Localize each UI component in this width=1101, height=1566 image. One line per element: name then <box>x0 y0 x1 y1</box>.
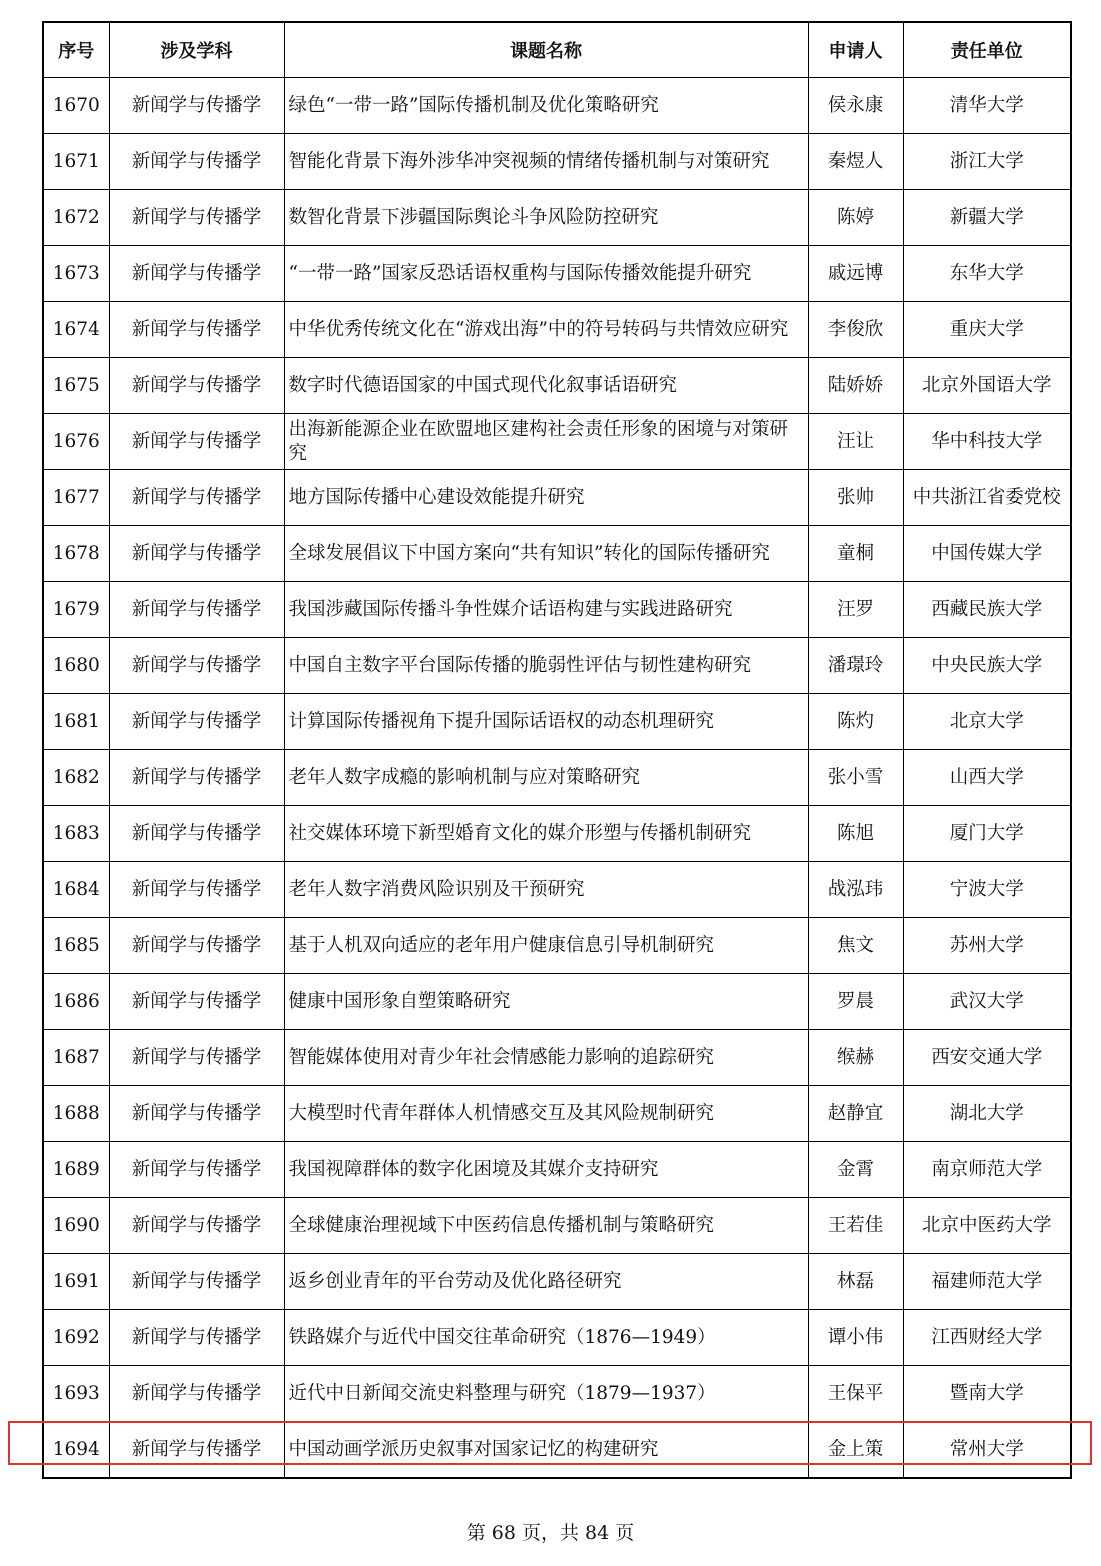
table-row <box>43 78 1071 134</box>
institution-cell: 西藏民族大学 <box>903 582 1071 638</box>
discipline-cell: 新闻学与传播学 <box>109 1422 284 1479</box>
table-row <box>43 918 1071 974</box>
institution-cell: 新疆大学 <box>903 190 1071 246</box>
header-applicant: 申请人 <box>808 22 903 78</box>
serial-number-cell: 1692 <box>43 1310 109 1366</box>
project-title-cell: 全球健康治理视域下中医药信息传播机制与策略研究 <box>284 1198 808 1254</box>
table-row <box>43 638 1071 694</box>
discipline-cell: 新闻学与传播学 <box>109 414 284 470</box>
project-title-cell: 老年人数字消费风险识别及干预研究 <box>284 862 808 918</box>
discipline-cell: 新闻学与传播学 <box>109 1366 284 1422</box>
table-row <box>43 134 1071 190</box>
project-title-cell: 老年人数字成瘾的影响机制与应对策略研究 <box>284 750 808 806</box>
serial-number-cell: 1686 <box>43 974 109 1030</box>
discipline-cell: 新闻学与传播学 <box>109 862 284 918</box>
institution-cell: 中共浙江省委党校 <box>903 470 1071 526</box>
applicant-cell: 戚远博 <box>808 246 903 302</box>
applicant-cell: 罗晨 <box>808 974 903 1030</box>
table-row <box>43 582 1071 638</box>
discipline-cell: 新闻学与传播学 <box>109 358 284 414</box>
serial-number-cell: 1673 <box>43 246 109 302</box>
project-title-cell: 绿色“一带一路”国际传播机制及优化策略研究 <box>284 78 808 134</box>
table-row <box>43 750 1071 806</box>
institution-cell: 厦门大学 <box>903 806 1071 862</box>
applicant-cell: 焦文 <box>808 918 903 974</box>
discipline-cell: 新闻学与传播学 <box>109 1254 284 1310</box>
project-title-cell: 全球发展倡议下中国方案向“共有知识”转化的国际传播研究 <box>284 526 808 582</box>
applicant-cell: 金霄 <box>808 1142 903 1198</box>
discipline-cell: 新闻学与传播学 <box>109 1030 284 1086</box>
discipline-cell: 新闻学与传播学 <box>109 1198 284 1254</box>
project-title-cell: 铁路媒介与近代中国交往革命研究（1876—1949） <box>284 1310 808 1366</box>
serial-number-cell: 1688 <box>43 1086 109 1142</box>
table-row <box>43 1422 1071 1479</box>
discipline-cell: 新闻学与传播学 <box>109 246 284 302</box>
project-title-cell: 中国动画学派历史叙事对国家记忆的构建研究 <box>284 1422 808 1479</box>
project-table-container <box>42 21 1070 1479</box>
institution-cell: 江西财经大学 <box>903 1310 1071 1366</box>
page-footer: 第 68 页，共 84 页 <box>466 1522 635 1544</box>
discipline-cell: 新闻学与传播学 <box>109 918 284 974</box>
table-row <box>43 862 1071 918</box>
serial-number-cell: 1694 <box>43 1422 109 1479</box>
table-row <box>43 1254 1071 1310</box>
institution-cell: 暨南大学 <box>903 1366 1071 1422</box>
institution-cell: 西安交通大学 <box>903 1030 1071 1086</box>
discipline-cell: 新闻学与传播学 <box>109 470 284 526</box>
applicant-cell: 张帅 <box>808 470 903 526</box>
institution-cell: 北京大学 <box>903 694 1071 750</box>
table-row <box>43 974 1071 1030</box>
project-title-cell: 智能化背景下海外涉华冲突视频的情绪传播机制与对策研究 <box>284 134 808 190</box>
table-row <box>43 1086 1071 1142</box>
institution-cell: 东华大学 <box>903 246 1071 302</box>
table-row <box>43 1198 1071 1254</box>
discipline-cell: 新闻学与传播学 <box>109 1310 284 1366</box>
discipline-cell: 新闻学与传播学 <box>109 134 284 190</box>
header-serial-number: 序号 <box>43 22 109 78</box>
serial-number-cell: 1691 <box>43 1254 109 1310</box>
serial-number-cell: 1689 <box>43 1142 109 1198</box>
serial-number-cell: 1684 <box>43 862 109 918</box>
table-row <box>43 694 1071 750</box>
institution-cell: 北京外国语大学 <box>903 358 1071 414</box>
discipline-cell: 新闻学与传播学 <box>109 694 284 750</box>
applicant-cell: 王若佳 <box>808 1198 903 1254</box>
applicant-cell: 秦煜人 <box>808 134 903 190</box>
applicant-cell: 陆娇娇 <box>808 358 903 414</box>
institution-cell: 重庆大学 <box>903 302 1071 358</box>
institution-cell: 中国传媒大学 <box>903 526 1071 582</box>
institution-cell: 常州大学 <box>903 1422 1071 1479</box>
discipline-cell: 新闻学与传播学 <box>109 526 284 582</box>
project-title-cell: 智能媒体使用对青少年社会情感能力影响的追踪研究 <box>284 1030 808 1086</box>
applicant-cell: 赵静宜 <box>808 1086 903 1142</box>
discipline-cell: 新闻学与传播学 <box>109 806 284 862</box>
table-row <box>43 246 1071 302</box>
table-row <box>43 806 1071 862</box>
applicant-cell: 潘璟玲 <box>808 638 903 694</box>
project-title-cell: 近代中日新闻交流史料整理与研究（1879—1937） <box>284 1366 808 1422</box>
serial-number-cell: 1676 <box>43 414 109 470</box>
institution-cell: 湖北大学 <box>903 1086 1071 1142</box>
project-title-cell: 中国自主数字平台国际传播的脆弱性评估与韧性建构研究 <box>284 638 808 694</box>
applicant-cell: 陈旭 <box>808 806 903 862</box>
serial-number-cell: 1678 <box>43 526 109 582</box>
institution-cell: 清华大学 <box>903 78 1071 134</box>
institution-cell: 浙江大学 <box>903 134 1071 190</box>
applicant-cell: 陈婷 <box>808 190 903 246</box>
applicant-cell: 谭小伟 <box>808 1310 903 1366</box>
applicant-cell: 缑赫 <box>808 1030 903 1086</box>
institution-cell: 山西大学 <box>903 750 1071 806</box>
discipline-cell: 新闻学与传播学 <box>109 750 284 806</box>
project-title-cell: 我国视障群体的数字化困境及其媒介支持研究 <box>284 1142 808 1198</box>
applicant-cell: 侯永康 <box>808 78 903 134</box>
table-body <box>43 78 1071 1479</box>
project-title-cell: 我国涉藏国际传播斗争性媒介话语构建与实践进路研究 <box>284 582 808 638</box>
serial-number-cell: 1687 <box>43 1030 109 1086</box>
table-header-row <box>43 22 1071 78</box>
applicant-cell: 李俊欣 <box>808 302 903 358</box>
discipline-cell: 新闻学与传播学 <box>109 638 284 694</box>
institution-cell: 北京中医药大学 <box>903 1198 1071 1254</box>
table-row <box>43 190 1071 246</box>
project-table <box>42 21 1072 1479</box>
institution-cell: 宁波大学 <box>903 862 1071 918</box>
project-title-cell: 出海新能源企业在欧盟地区建构社会责任形象的困境与对策研究 <box>284 414 808 470</box>
header-institution: 责任单位 <box>903 22 1071 78</box>
header-project-title: 课题名称 <box>284 22 808 78</box>
table-row <box>43 1310 1071 1366</box>
table-row <box>43 470 1071 526</box>
applicant-cell: 战泓玮 <box>808 862 903 918</box>
applicant-cell: 汪让 <box>808 414 903 470</box>
serial-number-cell: 1672 <box>43 190 109 246</box>
applicant-cell: 陈灼 <box>808 694 903 750</box>
serial-number-cell: 1682 <box>43 750 109 806</box>
institution-cell: 南京师范大学 <box>903 1142 1071 1198</box>
serial-number-cell: 1685 <box>43 918 109 974</box>
serial-number-cell: 1670 <box>43 78 109 134</box>
applicant-cell: 林磊 <box>808 1254 903 1310</box>
table-row <box>43 526 1071 582</box>
serial-number-cell: 1675 <box>43 358 109 414</box>
serial-number-cell: 1681 <box>43 694 109 750</box>
table-row <box>43 1366 1071 1422</box>
project-title-cell: “一带一路”国家反恐话语权重构与国际传播效能提升研究 <box>284 246 808 302</box>
applicant-cell: 张小雪 <box>808 750 903 806</box>
project-title-cell: 中华优秀传统文化在“游戏出海”中的符号转码与共情效应研究 <box>284 302 808 358</box>
header-discipline: 涉及学科 <box>109 22 284 78</box>
discipline-cell: 新闻学与传播学 <box>109 1086 284 1142</box>
serial-number-cell: 1693 <box>43 1366 109 1422</box>
project-title-cell: 数字时代德语国家的中国式现代化叙事话语研究 <box>284 358 808 414</box>
serial-number-cell: 1680 <box>43 638 109 694</box>
serial-number-cell: 1677 <box>43 470 109 526</box>
table-row <box>43 358 1071 414</box>
institution-cell: 华中科技大学 <box>903 414 1071 470</box>
applicant-cell: 汪罗 <box>808 582 903 638</box>
discipline-cell: 新闻学与传播学 <box>109 78 284 134</box>
table-row <box>43 1142 1071 1198</box>
project-title-cell: 返乡创业青年的平台劳动及优化路径研究 <box>284 1254 808 1310</box>
table-row <box>43 1030 1071 1086</box>
serial-number-cell: 1690 <box>43 1198 109 1254</box>
discipline-cell: 新闻学与传播学 <box>109 582 284 638</box>
institution-cell: 武汉大学 <box>903 974 1071 1030</box>
project-title-cell: 地方国际传播中心建设效能提升研究 <box>284 470 808 526</box>
institution-cell: 福建师范大学 <box>903 1254 1071 1310</box>
discipline-cell: 新闻学与传播学 <box>109 190 284 246</box>
institution-cell: 苏州大学 <box>903 918 1071 974</box>
serial-number-cell: 1683 <box>43 806 109 862</box>
project-title-cell: 数智化背景下涉疆国际舆论斗争风险防控研究 <box>284 190 808 246</box>
institution-cell: 中央民族大学 <box>903 638 1071 694</box>
applicant-cell: 金上策 <box>808 1422 903 1479</box>
serial-number-cell: 1674 <box>43 302 109 358</box>
discipline-cell: 新闻学与传播学 <box>109 1142 284 1198</box>
table-row <box>43 302 1071 358</box>
discipline-cell: 新闻学与传播学 <box>109 974 284 1030</box>
project-title-cell: 基于人机双向适应的老年用户健康信息引导机制研究 <box>284 918 808 974</box>
serial-number-cell: 1671 <box>43 134 109 190</box>
applicant-cell: 童桐 <box>808 526 903 582</box>
project-title-cell: 健康中国形象自塑策略研究 <box>284 974 808 1030</box>
discipline-cell: 新闻学与传播学 <box>109 302 284 358</box>
project-title-cell: 计算国际传播视角下提升国际话语权的动态机理研究 <box>284 694 808 750</box>
project-title-cell: 社交媒体环境下新型婚育文化的媒介形塑与传播机制研究 <box>284 806 808 862</box>
table-row <box>43 414 1071 470</box>
project-title-cell: 大模型时代青年群体人机情感交互及其风险规制研究 <box>284 1086 808 1142</box>
serial-number-cell: 1679 <box>43 582 109 638</box>
applicant-cell: 王保平 <box>808 1366 903 1422</box>
